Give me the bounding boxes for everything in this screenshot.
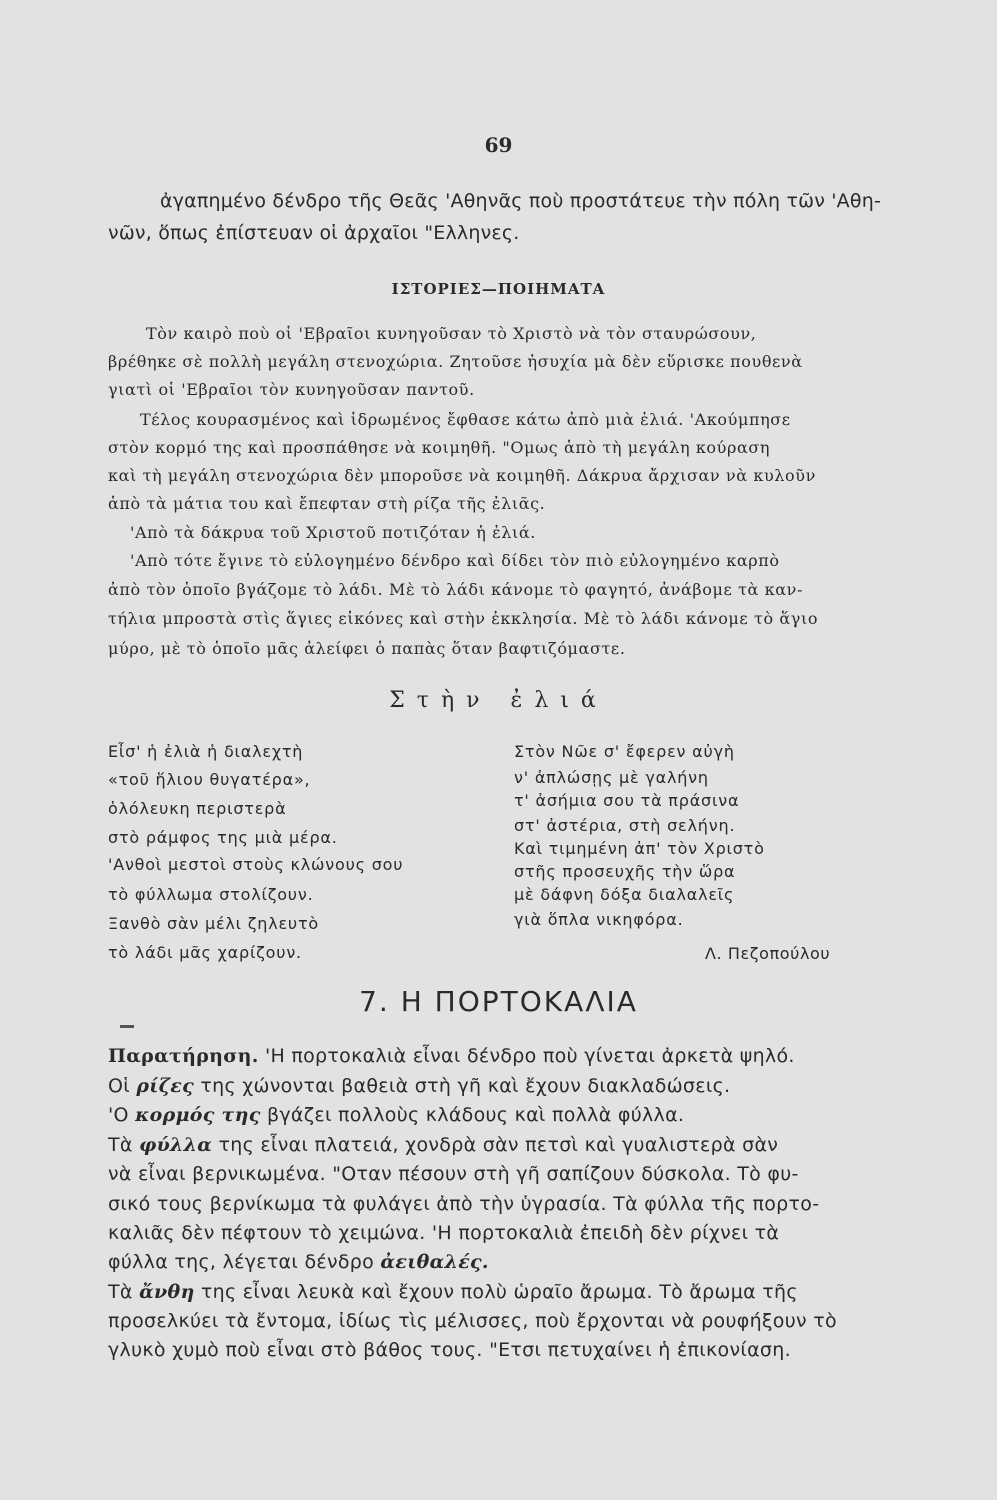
body-text: Οἱ [108,1075,137,1097]
poem-left-line-5: 'Ανθοὶ μεστοὶ στοὺς κλώνους σου [108,855,404,874]
poem-right-line-1: Στὸν Νῶε σ' ἔφερεν αὐγὴ [514,742,735,761]
body-text: 'Ο [108,1104,136,1126]
poem-right-line-2: ν' ἀπλώσῃς μὲ γαλήνη [514,768,709,787]
story-line-8: 'Απὸ τὰ δάκρυα τοῦ Χριστοῦ ποτιζόταν ἡ ἐλιά. [130,523,536,542]
poem-left-line-7: Ξανθὸ σὰν μέλι ζηλευτὸ [108,914,320,933]
body-text: της εἶναι πλατειά, χονδρὰ σὰν πετσὶ καὶ γυαλιστερὰ σὰν [212,1134,779,1156]
term-leaves: φύλλα [139,1134,213,1156]
observation-label: Παρατήρηση. [108,1045,259,1067]
story-line-6: καὶ τὴ μεγάλη στενοχώρια δὲν μποροῦσε νὰ κοιμηθῆ. Δάκρυα ἄρχισαν νὰ κυλοῦν [108,466,816,485]
poem-left-line-4: στὸ ράμφος της μιὰ μέρα. [108,828,338,847]
body-line-9 [108,1281,798,1303]
poem-author: Λ. Πεζοπούλου [705,944,831,963]
page-number: 69 [484,133,513,157]
story-line-4: Τέλος κουρασμένος καὶ ἱδρωμένος ἔφθασε κάτω ἀπὸ μιὰ ἐλιά. 'Ακούμπησε [140,410,791,429]
story-line-1: Τὸν καιρὸ ποὺ οἱ 'Εβραῖοι κυνηγοῦσαν τὸ Χριστὸ νὰ τὸν σταυρώσουν, [146,324,757,343]
body-line-5: νὰ εἶναι βερνικωμένα. "Οταν πέσουν στὴ γῆ σαπίζουν δύσκολα. Τὸ φυ- [108,1163,799,1185]
ornament-dash [120,1025,134,1028]
body-text: βγάζει πολλοὺς κλάδους καὶ πολλὰ φύλλα. [260,1104,685,1126]
body-text: Τὰ [108,1134,140,1156]
term-trunk: κορμός της [135,1104,261,1126]
intro-line-2: νῶν, ὅπως ἐπίστευαν οἱ ἀρχαῖοι "Ελληνες. [108,222,520,244]
body-text: Τὰ [108,1281,140,1303]
body-line-2 [108,1075,730,1097]
story-line-7: ἀπὸ τὰ μάτια του καὶ ἔπεφταν στὴ ρίζα τῆς ἐλιᾶς. [108,494,546,513]
body-line-6: σικό τους βερνίκωμα τὰ φυλάγει ἀπὸ τὴν ὑγρασία. Τὰ φύλλα τῆς πορτο- [108,1193,820,1215]
story-line-5: στὸν κορμό της καὶ προσπάθησε νὰ κοιμηθῆ. "Ομως ἀπὸ τὴ μεγάλη κούραση [108,438,771,457]
poem-title: Στὴν ἐλιά [389,688,608,713]
body-line-7: καλιᾶς δὲν πέφτουν τὸ χειμώνα. 'Η πορτοκαλιὰ ἐπειδὴ δὲν ρίχνει τὰ [108,1222,780,1244]
body-line-1 [108,1045,795,1067]
poem-right-line-8: γιὰ ὅπλα νικηφόρα. [514,910,684,929]
body-line-3 [108,1104,684,1126]
body-text: της εἶναι λευκὰ καὶ ἔχουν πολὺ ὡραῖο ἄρωμα. Τὸ ἄρωμα τῆς [194,1281,798,1303]
body-line-4 [108,1134,778,1156]
intro-line-1: ἀγαπημένο δένδρο τῆς Θεᾶς 'Αθηνᾶς ποὺ προστάτευε τὴν πόλη τῶν 'Αθη- [160,190,882,212]
body-text: 'Η πορτοκαλιὰ εἶναι δένδρο ποὺ γίνεται ἀρκετὰ ψηλό. [258,1045,795,1067]
term-roots: ρίζες [136,1075,195,1097]
body-line-8 [108,1251,489,1273]
story-line-2: βρέθηκε σὲ πολλὴ μεγάλη στενοχώρια. Ζητοῦσε ἡσυχία μὰ δὲν εὕρισκε πουθενὰ [108,352,803,371]
poem-right-line-4: στ' ἀστέρια, στὴ σελήνη. [514,816,736,835]
body-text: φύλλα της, λέγεται δένδρο [108,1251,381,1273]
story-line-12: μύρο, μὲ τὸ ὁποῖο μᾶς ἀλείφει ὁ παπὰς ὅταν βαφτιζόμαστε. [108,639,626,658]
body-text: της χώνονται βαθειὰ στὴ γῆ καὶ ἔχουν διακλαδώσεις. [194,1075,731,1097]
story-line-11: τήλια μπροστὰ στὶς ἅγιες εἰκόνες καὶ στὴν ἐκκλησία. Μὲ τὸ λάδι κάνομε τὸ ἅγιο [108,609,819,628]
poem-right-line-6: στῆς προσευχῆς τὴν ὥρα [514,862,736,881]
chapter-title: 7. Η ΠΟΡΤΟΚΑΛΙΑ [359,985,638,1018]
poem-right-line-3: τ' ἀσήμια σου τὰ πράσινα [514,791,740,810]
poem-left-line-2: «τοῦ ἥλιου θυγατέρα», [108,770,311,789]
term-flowers: ἄνθη [139,1281,195,1303]
story-line-9: 'Απὸ τότε ἔγινε τὸ εὐλογημένο δένδρο καὶ δίδει τὸν πιὸ εὐλογημένο καρπὸ [130,551,780,570]
body-line-10: προσελκύει τὰ ἔντομα, ἰδίως τὶς μέλισσες, ποὺ ἔρχονται νὰ ρουφήξουν τὸ [108,1310,837,1332]
poem-left-line-3: ὁλόλευκη περιστερὰ [108,799,287,818]
poem-left-line-1: Εἶσ' ἡ ἐλιὰ ἡ διαλεχτὴ [108,742,304,761]
section-heading: ΙΣΤΟΡΙΕΣ—ΠΟΙΗΜΑΤΑ [391,280,606,298]
poem-right-line-7: μὲ δάφνη δόξα διαλαλεῖς [514,885,735,904]
story-line-3: γιατὶ οἱ 'Εβραῖοι τὸν κυνηγοῦσαν παντοῦ. [108,380,475,399]
story-line-10: ἀπὸ τὸν ὁποῖο βγάζομε τὸ λάδι. Μὲ τὸ λάδι κάνομε τὸ φαγητό, ἀνάβομε τὰ καν- [108,580,803,599]
body-line-11: γλυκὸ χυμὸ ποὺ εἶναι στὸ βάθος τους. "Ετσι πετυχαίνει ἡ ἐπικονίαση. [108,1339,791,1361]
poem-left-line-8: τὸ λάδι μᾶς χαρίζουν. [108,943,302,962]
poem-left-line-6: τὸ φύλλωμα στολίζουν. [108,885,314,904]
poem-right-line-5: Καὶ τιμημένη ἀπ' τὸν Χριστὸ [514,839,765,858]
term-evergreen: ἀειθαλές. [380,1251,489,1273]
